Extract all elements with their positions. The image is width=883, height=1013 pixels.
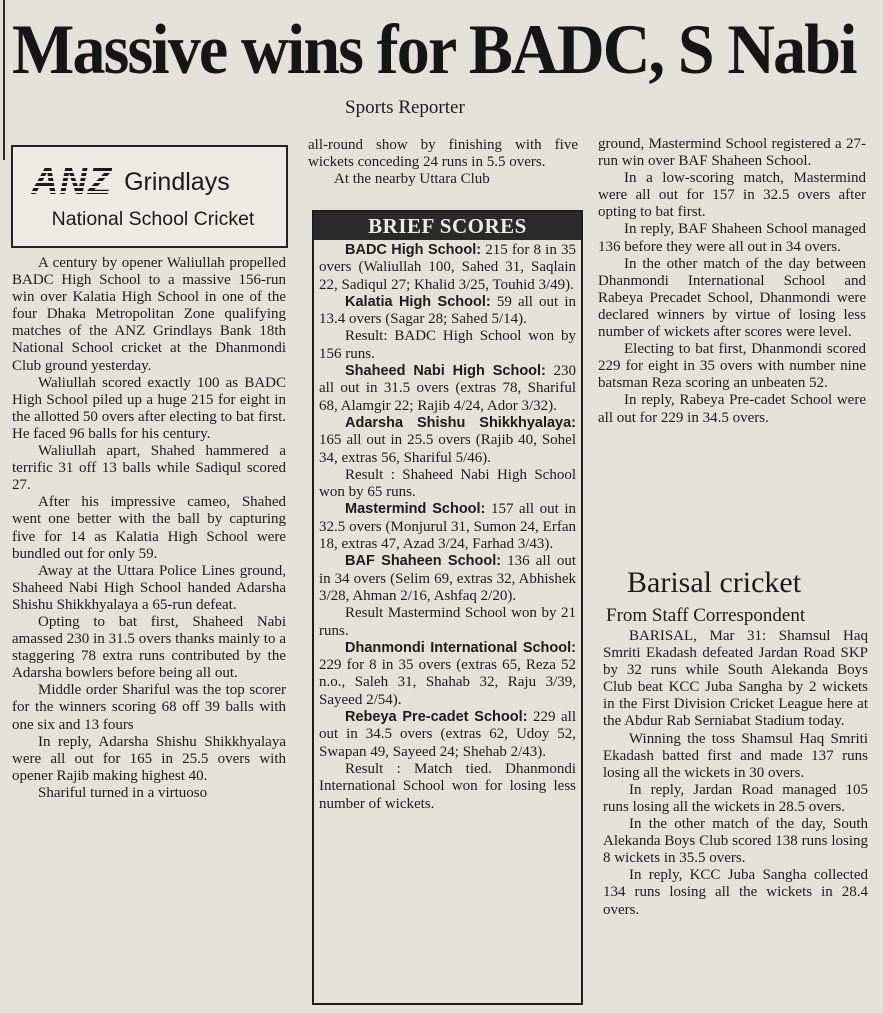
article-paragraph: Shariful turned in a virtuoso — [38, 784, 208, 801]
article-paragraph: In reply, Rabeya Pre-cadet School were all out for 229 in 34.5 overs. — [598, 392, 866, 426]
article-column-3 — [598, 136, 866, 427]
score-entry — [319, 415, 576, 467]
article-paragraph: In the other match of the day, South Alekanda Boys Club scored 138 runs losing 8 wickets in 35.5 overs. — [603, 816, 868, 867]
score-detail: 165 all out in 25.5 overs (Rajib 40, Sohel 34, extras 56, Shariful 5/46). — [319, 432, 576, 466]
score-detail: 230 all out in 31.5 overs (extras 78, Shariful 68, Alamgir 22; Rajib 4/24, Ador 3/32). — [319, 363, 576, 414]
article-paragraph: In reply, KCC Juba Sangha collected 134 runs losing all the wickets in 28.4 overs. — [603, 867, 868, 918]
barisal-headline: Barisal cricket — [627, 566, 802, 599]
score-detail: 229 all out in 34.5 overs (extras 62, Udoy 52, Swapan 49, Sayeed 24; Shehab 2/43). — [319, 709, 576, 760]
article-column-1 — [12, 255, 286, 802]
sponsor-logo-box — [11, 145, 288, 248]
score-detail: Result: BADC High School won by 156 runs. — [319, 328, 576, 362]
article-paragraph: Winning the toss Shamsul Haq Smriti Ekadash batted first and made 137 runs losing all the wickets in 30 overs. — [603, 730, 868, 781]
score-detail: 157 all out in 32.5 overs (Monjurul 31, Sumon 24, Erfan 18, extras 47, Azad 3/24, Farhad 3/43). — [319, 501, 576, 553]
score-team-name: Shaheed Nabi High School: — [345, 363, 546, 380]
score-team-name: BAF Shaheen School: — [345, 553, 502, 570]
score-entry — [319, 363, 576, 415]
score-detail: 59 all out in 13.4 overs (Sagar 28; Sahed 5/14). — [319, 293, 576, 328]
logo-brand-row — [31, 163, 281, 201]
article-paragraph: In reply, Jardan Road managed 105 runs losing all the wickets in 28.5 overs. — [603, 781, 868, 815]
byline: Sports Reporter — [345, 97, 465, 118]
score-team-name: Dhanmondi International School: — [345, 639, 576, 656]
score-entry — [319, 709, 576, 761]
score-entry — [319, 605, 576, 640]
score-entry — [319, 761, 576, 813]
score-detail: Result Mastermind School won by 21 runs. — [319, 605, 576, 639]
brief-scores-heading: BRIEF SCORES — [314, 212, 581, 240]
article-paragraph: In reply, BAF Shaheen School managed 136 before they were all out in 34 overs. — [598, 221, 866, 255]
headline: Massive wins for BADC, S Nabi — [12, 11, 856, 89]
article-paragraph: Middle order Shariful was the top scorer for the winners scoring 68 off 39 balls with one six and 13 fours — [12, 682, 286, 733]
article-paragraph: In a low-scoring match, Mastermind were all out for 157 in 32.5 overs after opting to bat first. — [598, 170, 866, 221]
article-paragraph: Waliullah scored exactly 100 as BADC High School piled up a huge 215 for eight in the allotted 50 overs after electing to bat first. He faced 96 balls for his century. — [12, 374, 286, 442]
score-entry — [319, 553, 576, 605]
score-entry — [319, 242, 576, 294]
article-paragraph: In the other match of the day between Dhanmondi International School and Rabeya Precadet School, Dhanmondi were declared winners by virtue of losing less number of wickets after scores were level. — [598, 255, 866, 341]
score-entry — [319, 467, 576, 502]
score-team-name: Kalatia High School: — [345, 293, 491, 310]
article-paragraph: BARISAL, Mar 31: Shamsul Haq Smriti Ekadash defeated Jardan Road SKP by 32 runs while South Alekanda Boys Club beat KCC Juba Sangha by 2 wickets in the First Division Cricket League here at the Abdur Rab Serniabat Stadium today. — [603, 628, 868, 730]
score-detail: 215 for 8 in 35 overs (Waliullah 100, Sahed 31, Saqlain 22, Sadiqul 27; Khalid 3/25, Touhid 3/49). — [319, 242, 576, 293]
anz-logo-mark: ANZ — [31, 161, 113, 203]
score-detail: 136 all out in 34 overs (Selim 69, extras 32, Abhishek 3/28, Ahman 2/16, Ashfaq 2/20). — [319, 553, 576, 604]
left-column-rule — [3, 0, 5, 160]
score-entry — [319, 501, 576, 553]
score-entry — [319, 294, 576, 329]
article-paragraph: Waliullah apart, Shahed hammered a terrific 31 off 13 balls while Sadiqul scored 27. — [12, 443, 286, 494]
score-team-name: Rebeya Pre-cadet School: — [345, 709, 528, 726]
article-paragraph: all-round show by finishing with five wickets conceding 24 runs in 5.5 overs. — [308, 137, 578, 171]
score-entry — [319, 328, 576, 363]
score-entry — [319, 640, 576, 709]
logo-brand-name: Grindlays — [124, 168, 230, 196]
barisal-article — [603, 628, 868, 919]
article-paragraph: ground, Mastermind School registered a 27-run win over BAF Shaheen School. — [598, 136, 866, 170]
article-paragraph: At the nearby Uttara Club — [334, 171, 490, 188]
logo-subtitle: National School Cricket — [51, 208, 255, 230]
article-paragraph: In reply, Adarsha Shishu Shikkhyalaya were all out for 165 in 25.5 overs with opener Rajib making highest 40. — [12, 733, 286, 784]
article-paragraph: A century by opener Waliullah propelled BADC High School to a massive 156-run win over Kalatia High School in one of the four Dhaka Metropolitan Zone qualifying matches of the ANZ Grindlays Bank 18th National School cricket at the Dhanmondi Club ground yesterday. — [12, 255, 286, 374]
brief-scores-box — [312, 210, 583, 1005]
score-detail: 229 for 8 in 35 overs (extras 65, Reza 52 n.o., Saleh 31, Shahab 32, Raju 3/39, Sayeed 2/54). — [319, 657, 576, 708]
article-column-2 — [308, 137, 578, 188]
score-detail: Result : Match tied. Dhanmondi International School won for losing less number of wickets. — [319, 760, 576, 812]
score-team-name: Adarsha Shishu Shikkhyalaya: — [345, 414, 576, 431]
score-team-name: BADC High School: — [345, 242, 482, 258]
article-paragraph: Electing to bat first, Dhanmondi scored 229 for eight in 35 overs with number nine batsman Reza scoring an unbeaten 52. — [598, 341, 866, 392]
article-paragraph: Away at the Uttara Police Lines ground, Shaheed Nabi High School handed Adarsha Shishu Shikkhyalaya a 65-run defeat. — [12, 562, 286, 613]
score-team-name: Mastermind School: — [345, 501, 486, 518]
barisal-byline: From Staff Correspondent — [606, 605, 806, 626]
article-paragraph: Opting to bat first, Shaheed Nabi amassed 230 in 31.5 overs thanks mainly to a staggering 78 extra runs contributed by the Adarsha bowlers before being all out. — [12, 613, 286, 682]
brief-scores-list — [319, 242, 576, 813]
article-paragraph: After his impressive cameo, Shahed went one better with the ball by capturing five for 14 as Kalatia High School were bundled out for only 59. — [12, 494, 286, 562]
score-detail: Result : Shaheed Nabi High School won by 65 runs. — [319, 466, 576, 501]
